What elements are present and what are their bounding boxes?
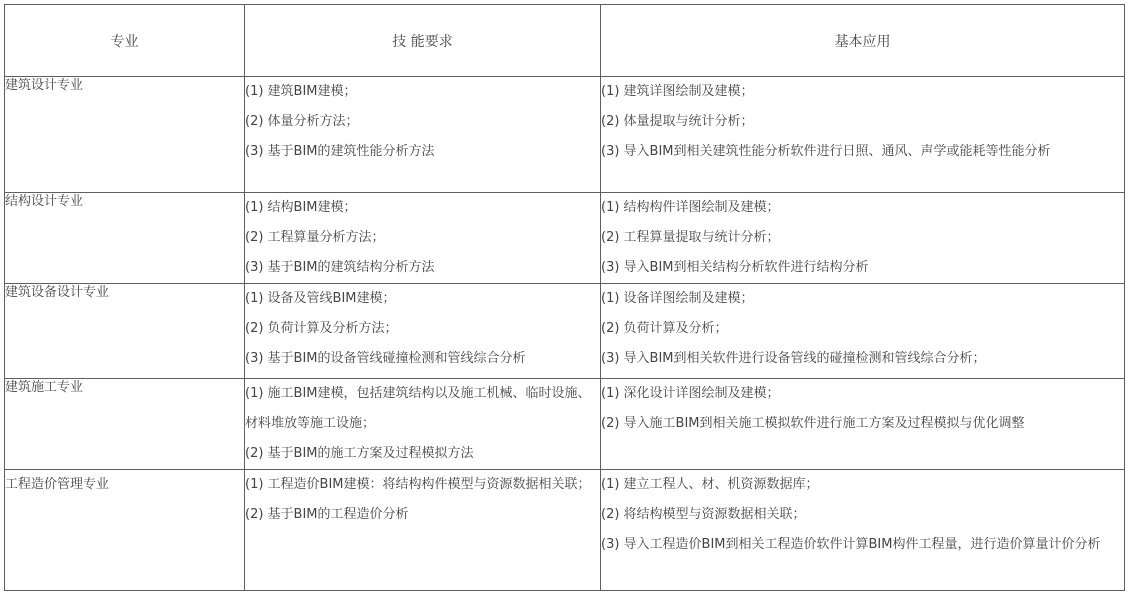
application-item: (2) 将结构模型与资源数据相关联； [601, 507, 806, 522]
applications-cell [601, 470, 1125, 591]
application-item: (3) 导入工程造价BIM到相关工程造价软件计算BIM构件工程量，进行造价算量计价分析 [601, 537, 1101, 552]
application-item: (2) 体量提取与统计分析； [601, 114, 754, 129]
table-row [5, 470, 1125, 591]
skill-item: (3) 基于BIM的建筑结构分析方法 [245, 260, 435, 275]
header-applications: 基本应用 [601, 5, 1125, 77]
skills-cell [245, 470, 601, 591]
table-row [5, 284, 1125, 379]
bim-skills-table [4, 4, 1125, 591]
skills-cell [245, 193, 601, 284]
header-skills: 技 能要求 [245, 5, 601, 77]
application-item: (1) 建立工程人、材、机资源数据库； [601, 477, 819, 492]
skills-cell [245, 379, 601, 470]
major-cell [5, 470, 245, 591]
major-cell [5, 379, 245, 470]
applications-cell [601, 77, 1125, 193]
skill-item: (2) 负荷计算及分析方法； [245, 321, 398, 336]
application-item: (3) 导入BIM到相关软件进行设备管线的碰撞检测和管线综合分析； [601, 351, 986, 366]
major-cell [5, 284, 245, 379]
skill-item: (3) 基于BIM的建筑性能分析方法 [245, 144, 435, 159]
applications-cell [601, 284, 1125, 379]
table-row [5, 193, 1125, 284]
applications-cell [601, 193, 1125, 284]
skills-cell [245, 284, 601, 379]
skill-item: (1) 施工BIM建模，包括建筑结构以及施工机械、临时设施、材料堆放等施工设施； [245, 386, 591, 431]
major-cell [5, 193, 245, 284]
skill-item: (1) 设备及管线BIM建模； [245, 291, 396, 306]
major-label: 结构设计专业 [5, 194, 84, 209]
table-header-row [5, 5, 1125, 77]
skill-item: (1) 建筑BIM建模； [245, 84, 357, 99]
application-item: (3) 导入BIM到相关结构分析软件进行结构分析 [601, 260, 869, 275]
skill-item: (2) 基于BIM的工程造价分析 [245, 507, 409, 522]
skill-item: (2) 基于BIM的施工方案及过程模拟方法 [245, 446, 474, 461]
major-cell [5, 77, 245, 193]
application-item: (2) 导入施工BIM到相关施工模拟软件进行施工方案及过程模拟与优化调整 [601, 416, 1025, 431]
table-row [5, 379, 1125, 470]
application-item: (1) 设备详图绘制及建模； [601, 291, 754, 306]
skills-cell [245, 77, 601, 193]
applications-cell [601, 379, 1125, 470]
major-label: 建筑施工专业 [5, 380, 84, 395]
header-major: 专业 [5, 5, 245, 77]
application-item: (1) 结构构件详图绘制及建模； [601, 200, 780, 215]
application-item: (1) 建筑详图绘制及建模； [601, 84, 754, 99]
skill-item: (2) 工程算量分析方法； [245, 230, 385, 245]
major-label: 建筑设计专业 [5, 78, 84, 93]
skill-item: (3) 基于BIM的设备管线碰撞检测和管线综合分析 [245, 351, 526, 366]
skill-item: (1) 工程造价BIM建模：将结构构件模型与资源数据相关联； [245, 477, 591, 492]
application-item: (3) 导入BIM到相关建筑性能分析软件进行日照、通风、声学或能耗等性能分析 [601, 144, 1051, 159]
application-item: (2) 负荷计算及分析； [601, 321, 728, 336]
major-label: 建筑设备设计专业 [5, 285, 110, 300]
application-item: (2) 工程算量提取与统计分析； [601, 230, 780, 245]
skill-item: (1) 结构BIM建模； [245, 200, 357, 215]
application-item: (1) 深化设计详图绘制及建模； [601, 386, 780, 401]
major-label: 工程造价管理专业 [5, 477, 110, 492]
skill-item: (2) 体量分析方法； [245, 114, 359, 129]
table-row [5, 77, 1125, 193]
